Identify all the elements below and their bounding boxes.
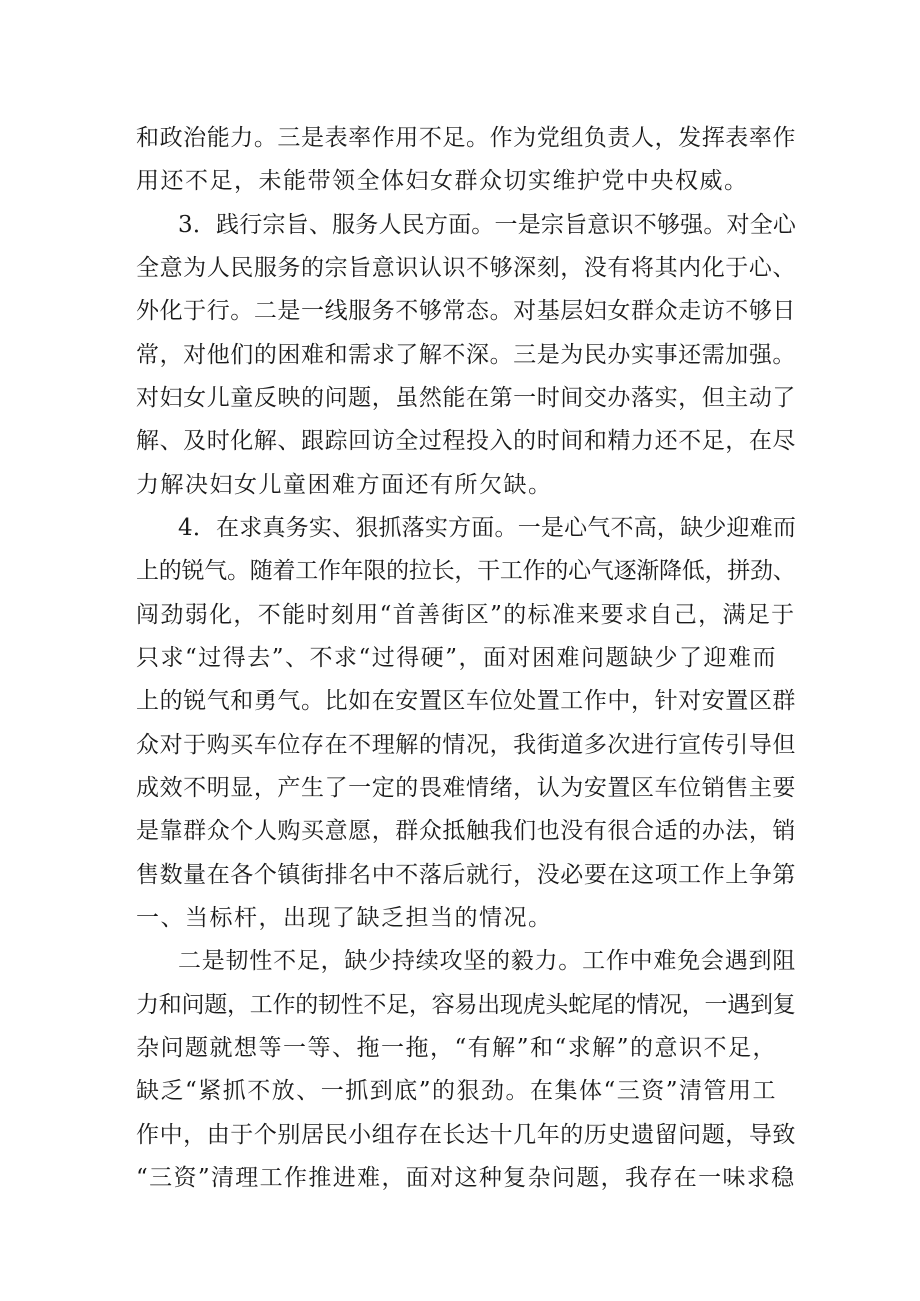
text-line: 用还不足，未能带领全体妇女群众切实维护党中央权威。 xyxy=(136,168,749,194)
section-heading-line: 4．在求真务实、狠抓落实方面。一是心气不高，缺少迎难而 xyxy=(178,515,797,541)
paragraph-start-line: 二是韧性不足，缺少持续攻坚的毅力。工作中难免会遇到阻 xyxy=(178,948,796,974)
text-line: 售数量在各个镇街排名中不落后就行，没必要在这项工作上争第 xyxy=(136,862,796,888)
text-line: 上的锐气。随着工作年限的拉长，干工作的心气逐渐降低，拼劲、 xyxy=(136,558,796,584)
text-line: 对妇女儿童反映的问题，虽然能在第一时间交办落实，但主动了 xyxy=(136,385,796,411)
text-line: 只求“过得去”、不求“过得硬”，面对困难问题缺少了迎难而 xyxy=(136,645,778,671)
text-line: 上的锐气和勇气。比如在安置区车位处置工作中，针对安置区群 xyxy=(136,688,796,714)
text-line: 闯劲弱化，不能时刻用“首善街区”的标准来要求自己，满足于 xyxy=(136,602,796,628)
section-heading-line: 3．践行宗旨、服务人民方面。一是宗旨意识不够强。对全心 xyxy=(178,212,797,238)
text-line: 成效不明显，产生了一定的畏难情绪，认为安置区车位销售主要 xyxy=(136,775,796,801)
text-line: 力和问题，工作的韧性不足，容易出现虎头蛇尾的情况，一遇到复 xyxy=(136,992,796,1018)
text-line: 作中，由于个别居民小组存在长达十几年的历史遗留问题，导致 xyxy=(136,1122,796,1148)
text-line: “三资”清理工作推进难，面对这种复杂问题，我存在一味求稳 xyxy=(136,1165,796,1191)
text-line: 缺乏“紧抓不放、一抓到底”的狠劲。在集体“三资”清管用工 xyxy=(136,1078,778,1104)
text-line: 常，对他们的困难和需求了解不深。三是为民办实事还需加强。 xyxy=(136,342,796,368)
text-line: 和政治能力。三是表率作用不足。作为党组负责人，发挥表率作 xyxy=(136,125,796,151)
text-line: 众对于购买车位存在不理解的情况，我街道多次进行宣传引导但 xyxy=(136,732,796,758)
text-line: 力解决妇女儿童困难方面还有所欠缺。 xyxy=(136,472,553,498)
text-line: 解、及时化解、跟踪回访全过程投入的时间和精力还不足，在尽 xyxy=(136,428,796,454)
text-line: 全意为人民服务的宗旨意识认识不够深刻，没有将其内化于心、 xyxy=(136,255,796,281)
text-line: 杂问题就想等一等、拖一拖，“有解”和“求解”的意识不足， xyxy=(136,1035,778,1061)
text-line: 一、当标杆，出现了缺乏担当的情况。 xyxy=(136,905,553,931)
text-line: 是靠群众个人购买意愿，群众抵触我们也没有很合适的办法，销 xyxy=(136,818,796,844)
text-line: 外化于行。二是一线服务不够常态。对基层妇女群众走访不够日 xyxy=(136,298,796,324)
